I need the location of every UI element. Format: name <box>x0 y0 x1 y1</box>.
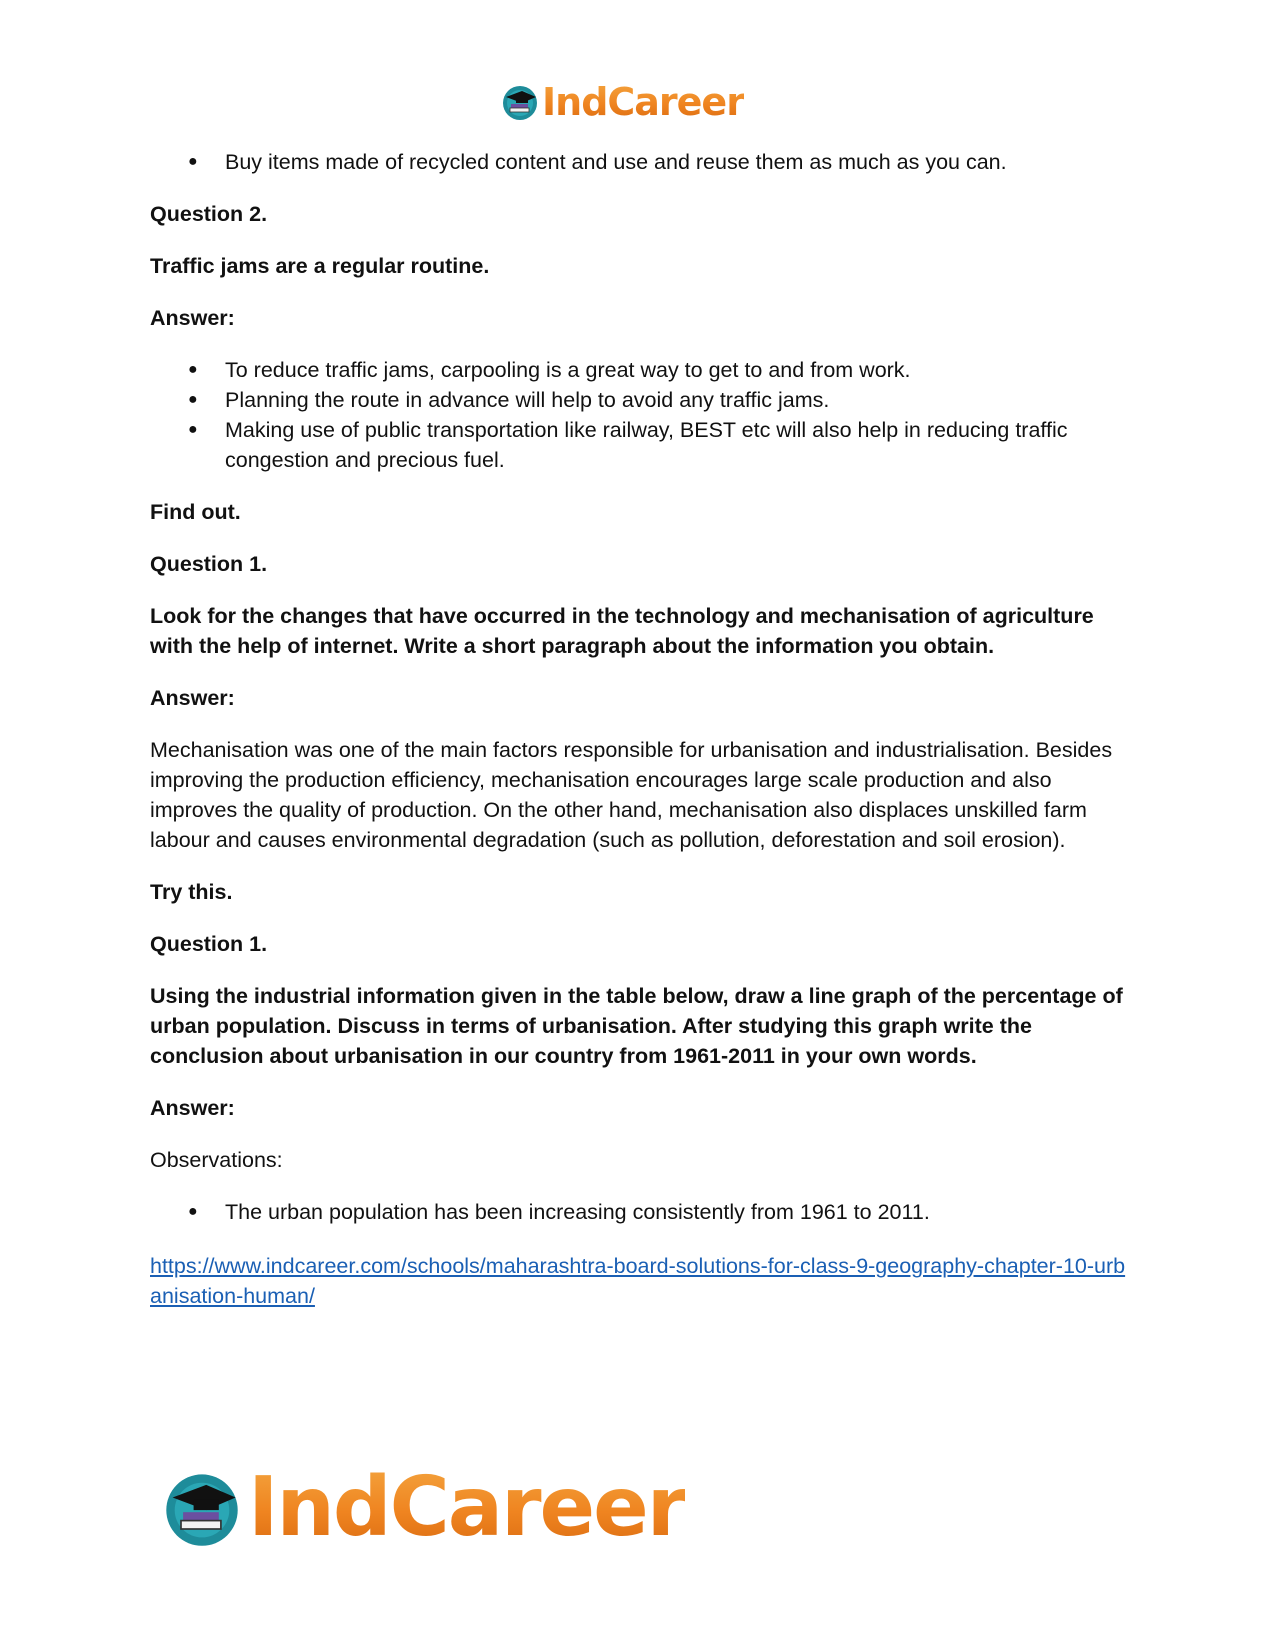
question-text: Traffic jams are a regular routine. <box>150 254 490 278</box>
list-item: ● Making use of public transportation like railway, BEST etc will also help in reducing traffic congestion and precious fuel. <box>150 415 1130 475</box>
answer-label: Answer: <box>150 686 235 710</box>
question-text: Look for the changes that have occurred in the technology and mechanisation of agriculture with the help of internet. Write a short paragraph about the information you obtain. <box>150 604 1094 658</box>
section-heading: Try this. <box>150 880 233 904</box>
graduation-cap-icon <box>500 82 540 122</box>
question-label: Question 2. <box>150 202 268 226</box>
logo-text: IndCareer <box>248 1460 686 1555</box>
document-body <box>150 147 1130 1311</box>
list-item: ● To reduce traffic jams, carpooling is a great way to get to and from work. <box>150 355 1130 385</box>
question-label: Question 1. <box>150 932 268 956</box>
header-logo <box>500 80 744 124</box>
list-item: ● Planning the route in advance will help to avoid any traffic jams. <box>150 385 1130 415</box>
question-text: Using the industrial information given in the table below, draw a line graph of the percentage of urban population. Discuss in terms of urbanisation. After studying this graph write the conclusion about urbanisation in our country from 1961-2011 in your own words. <box>150 984 1123 1068</box>
list-item: ● The urban population has been increasing consistently from 1961 to 2011. <box>150 1197 1130 1227</box>
observations-label: Observations: <box>150 1148 283 1172</box>
bullet-list <box>150 147 1130 177</box>
logo-text: IndCareer <box>542 80 744 124</box>
question-label: Question 1. <box>150 552 268 576</box>
observation-bullet-list <box>150 1197 1130 1227</box>
answer-paragraph: Mechanisation was one of the main factors responsible for urbanisation and industrialisation. Besides improving the production efficiency, mechanisation encourages large scale production and also improves the quality of production. On the other hand, mechanisation also displaces unskilled farm labour and causes environmental degradation (such as pollution, deforestation and soil erosion). <box>150 738 1113 852</box>
source-link[interactable]: https://www.indcareer.com/schools/maharashtra-board-solutions-for-class-9-geography-chapter-10-urbanisation-human/ <box>150 1254 1126 1308</box>
list-item: ● Buy items made of recycled content and use and reuse them as much as you can. <box>150 147 1130 177</box>
graduation-cap-icon <box>160 1466 244 1550</box>
section-heading: Find out. <box>150 500 241 524</box>
footer-logo <box>160 1460 685 1555</box>
answer-label: Answer: <box>150 306 235 330</box>
traffic-bullet-list <box>150 355 1130 475</box>
answer-label: Answer: <box>150 1096 235 1120</box>
